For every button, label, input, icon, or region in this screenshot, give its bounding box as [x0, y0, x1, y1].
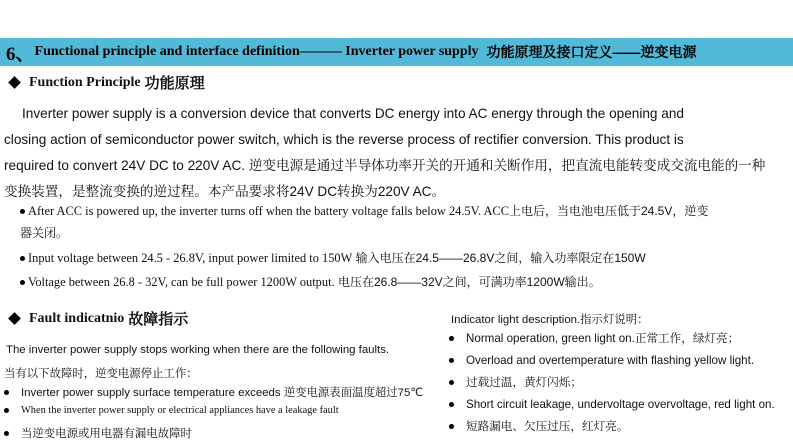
bullet-dot-icon — [449, 402, 454, 407]
principle-bullet-zh: 电压在26.8——32V之间，可满功率1200W输出。 — [334, 275, 601, 289]
indicator-item-text: Normal operation, green light on.正常工作，绿灯亮； — [466, 332, 740, 345]
indicator-title: Indicator light description.指示灯说明： — [451, 314, 649, 326]
fault-intro-zh: 当有以下故障时，逆变电源停止工作： — [4, 368, 198, 380]
fault-item-text: Inverter power supply surface temperature exceeds 逆变电源表面温度超过75℃ — [21, 387, 424, 399]
indicator-list — [449, 328, 789, 438]
indicator-item-text: Short circuit leakage, undervoltage overvoltage, red light on. — [466, 398, 775, 411]
fault-item — [4, 405, 339, 416]
section-title-en: Functional principle and interface definition——— Inverter power supply — [34, 44, 479, 59]
principle-bullet-zh: 上电后，当电池电压低于24.5V，逆变 — [508, 204, 709, 218]
indicator-item — [449, 416, 789, 438]
bullet-dot-icon — [20, 256, 25, 261]
indicator-item-text: Overload and overtemperature with flashing yellow light. — [466, 354, 755, 367]
section-number: 6、 — [6, 43, 35, 65]
diamond-bullet-icon — [8, 76, 21, 89]
function-principle-heading-zh: 功能原理 — [144, 75, 205, 92]
paragraph-line: closing action of semiconductor power switch, which is the reverse process of rectifier conversion. This product is — [4, 132, 684, 147]
principle-bullet-en: After ACC is powered up, the inverter turns off when the battery voltage falls below 24.5V. ACC — [28, 204, 509, 218]
diamond-bullet-icon — [8, 312, 21, 325]
principle-bullet — [20, 271, 788, 293]
function-principle-heading — [6, 72, 205, 93]
fault-item — [4, 425, 192, 441]
principle-bullet-en: Voltage between 26.8 - 32V, can be full power 1200W output. — [28, 275, 335, 289]
principle-bullet — [20, 200, 788, 244]
bullet-dot-icon — [449, 380, 454, 385]
fault-item-text: When the inverter power supply or electrical appliances have a leakage fault — [21, 405, 339, 416]
fault-heading-zh: 故障指示 — [128, 311, 189, 328]
fault-item-text: 当逆变电源或用电器有漏电故障时 — [21, 428, 192, 440]
paragraph-line: required to convert 24V DC to 220V AC. 逆变电源是通过半导体功率开关的开通和关断作用，把直流电能转变成交流电能的一种 — [4, 158, 766, 173]
paragraph-line: Inverter power supply is a conversion device that converts DC energy into AC energy through the opening and — [22, 106, 684, 121]
principle-bullet-zh-cont: 器关闭。 — [20, 226, 69, 240]
fault-item — [4, 384, 423, 400]
bullet-dot-icon — [4, 431, 9, 436]
indicator-item — [449, 350, 789, 372]
bullet-dot-icon — [449, 358, 454, 363]
bullet-dot-icon — [4, 408, 9, 413]
bullet-dot-icon — [449, 424, 454, 429]
fault-intro-en: The inverter power supply stops working when there are the following faults. — [6, 344, 390, 356]
section-header-bar — [0, 38, 793, 66]
bullet-dot-icon — [20, 280, 25, 285]
function-principle-heading-en: Function Principle — [29, 74, 141, 90]
function-principle-paragraph — [4, 101, 790, 205]
principle-bullet — [20, 247, 788, 269]
indicator-item — [449, 328, 789, 350]
principle-bullet-zh: 输入电压在24.5——26.8V之间，输入功率限定在150W — [352, 251, 646, 265]
fault-heading-en: Fault indicatnio — [29, 310, 125, 326]
indicator-item — [449, 394, 789, 416]
indicator-item-text: 过载过温，黄灯闪烁； — [466, 376, 582, 389]
paragraph-line: 变换装置，是整流变换的逆过程。本产品要求将24V DC转换为220V AC。 — [4, 184, 446, 199]
indicator-item — [449, 372, 789, 394]
principle-bullet-en: Input voltage between 24.5 - 26.8V, input power limited to 150W — [28, 251, 353, 265]
bullet-dot-icon — [4, 390, 9, 395]
fault-heading — [6, 308, 188, 329]
indicator-item-text: 短路漏电、欠压过压，红灯亮。 — [466, 420, 629, 433]
section-title-zh: 功能原理及接口定义——逆变电源 — [486, 44, 697, 60]
bullet-dot-icon — [20, 209, 25, 214]
bullet-dot-icon — [449, 336, 454, 341]
